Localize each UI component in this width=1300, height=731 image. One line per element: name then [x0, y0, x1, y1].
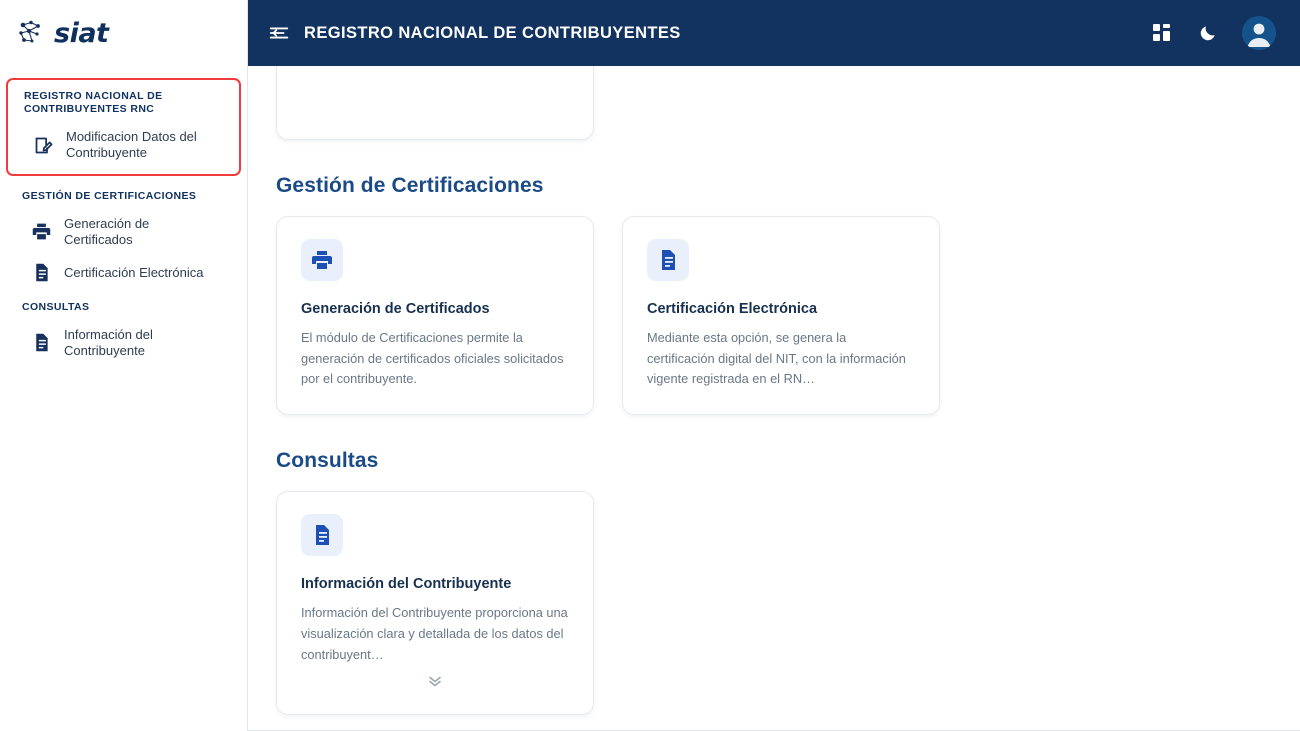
chevrons-down-icon[interactable] — [301, 675, 569, 690]
sidebar-nav — [0, 66, 247, 366]
sidebar-group-consultas — [0, 291, 247, 366]
sidebar-group-title-consultas: CONSULTAS — [22, 300, 90, 313]
content-inner — [248, 66, 1300, 715]
card-title: Generación de Certificados — [301, 301, 490, 317]
sidebar-item-label: Modificacion Datos del Contribuyente — [66, 129, 197, 161]
card-generacion-certificados[interactable] — [276, 216, 594, 415]
sidebar-group-title-rnc: REGISTRO NACIONAL DE CONTRIBUYENTES RNC — [24, 90, 163, 116]
brand-name: siat — [54, 17, 109, 49]
sidebar — [0, 0, 248, 731]
brand-logo[interactable] — [0, 0, 247, 66]
moon-dark-mode-icon[interactable] — [1196, 21, 1220, 45]
main-area — [248, 0, 1300, 731]
card-title: Información del Contribuyente — [301, 576, 512, 593]
sidebar-item-informacion-contribuyente[interactable] — [0, 320, 247, 366]
section-title-consultas: Consultas — [276, 449, 379, 473]
sidebar-group-rnc — [6, 78, 241, 176]
partial-cards-row — [276, 66, 1272, 140]
user-avatar-icon[interactable] — [1242, 16, 1276, 50]
printer-icon — [301, 239, 343, 281]
section-title-certificaciones: Gestión de Certificaciones — [276, 174, 544, 197]
edit-document-icon — [32, 134, 54, 156]
card-partial-modificacion-datos[interactable] — [276, 66, 594, 140]
document-lines-icon — [30, 332, 52, 354]
hamburger-menu-icon[interactable] — [266, 20, 292, 46]
sidebar-item-label: Certificación Electrónica — [64, 264, 204, 280]
sidebar-item-certificacion-electronica[interactable] — [0, 255, 247, 291]
card-description: El módulo de Certificaciones permite la generación de certificados oficiales solicitados por el contribuyente. — [301, 330, 564, 387]
sidebar-item-label: Generación de Certificados — [64, 216, 150, 247]
printer-icon — [30, 221, 52, 243]
sidebar-item-modificacion-datos[interactable] — [8, 122, 239, 168]
sidebar-item-label: Información del Contribuyente — [64, 326, 153, 358]
document-lines-icon — [30, 262, 52, 284]
card-certificacion-electronica[interactable] — [622, 216, 940, 415]
sidebar-item-generacion-certificados[interactable] — [0, 209, 247, 255]
card-description: Mediante esta opción, se genera la certificación digital del NIT, con la información vigente registrada en el RN… — [647, 330, 906, 387]
top-bar — [248, 0, 1300, 66]
cards-row-consultas — [276, 491, 1272, 715]
card-description: Información del Contribuyente proporciona una visualización clara y detallada de los datos del contribuyent… — [301, 605, 568, 662]
topbar-actions — [1150, 16, 1276, 50]
content-scroll-area[interactable] — [248, 66, 1300, 731]
grid-apps-icon[interactable] — [1150, 21, 1174, 45]
siat-network-logo-icon — [16, 18, 46, 48]
document-lines-icon — [301, 514, 343, 556]
card-title: Certificación Electrónica — [647, 301, 818, 317]
cards-row-certificaciones — [276, 216, 1272, 415]
sidebar-group-title-certificaciones: GESTIÓN DE CERTIFICACIONES — [22, 189, 197, 202]
sidebar-group-certificaciones — [0, 180, 247, 291]
document-lines-icon — [647, 239, 689, 281]
page-title: REGISTRO NACIONAL DE CONTRIBUYENTES — [304, 23, 681, 42]
card-informacion-contribuyente[interactable] — [276, 491, 594, 715]
